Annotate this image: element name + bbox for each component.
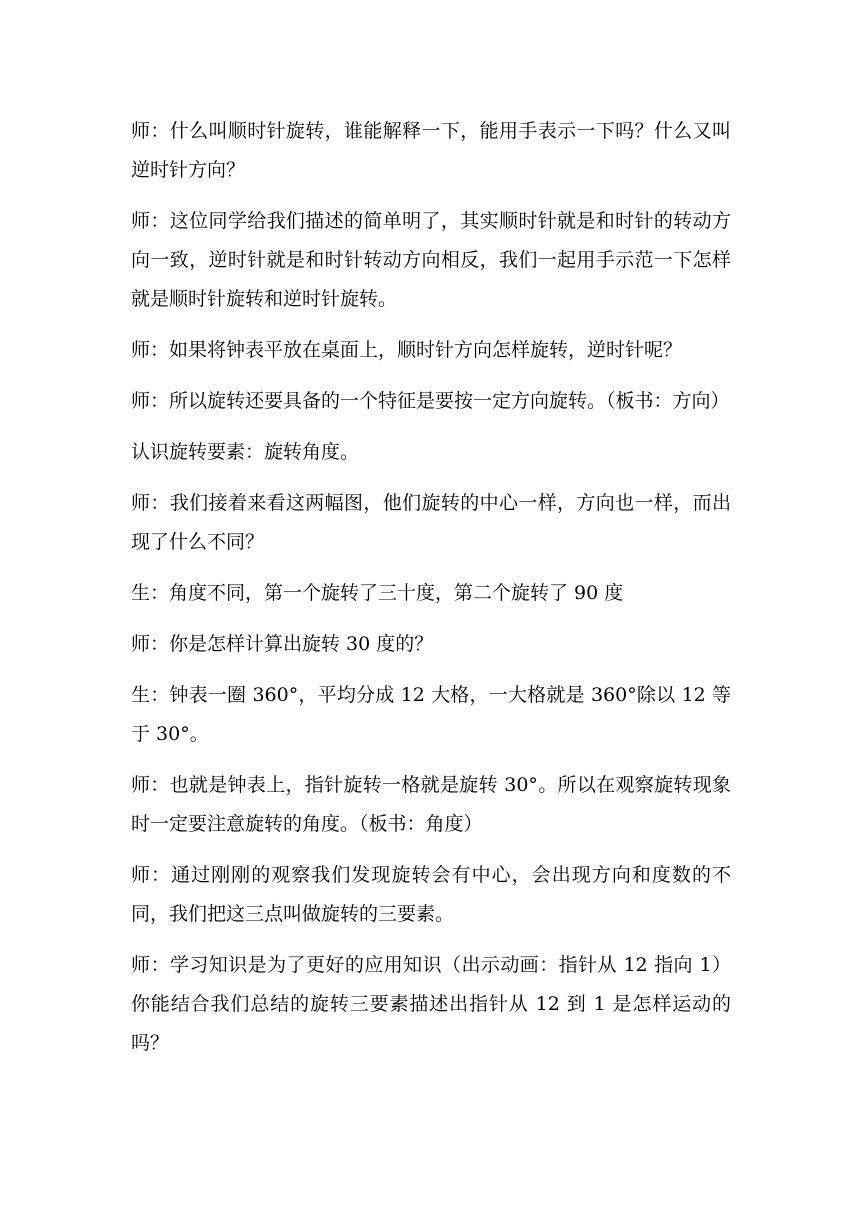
paragraph-teacher-how-calculate: 师：你是怎样计算出旋转 30 度的？ (131, 633, 434, 655)
paragraph-teacher-three-elements: 师：通过刚刚的观察我们发现旋转会有中心，会出现方向和度数的不同，我们把这三点叫做旋转的三要素。 (131, 864, 731, 925)
paragraph-teacher-apply-knowledge: 师：学习知识是为了更好的应用知识（出示动画：指针从 12 指向 1）你能结合我们总结的旋转三要素描述出指针从 12 到 1 是怎样运动的吗？ (131, 954, 731, 1054)
paragraph-section-rotation-angle: 认识旋转要素：旋转角度。 (131, 441, 360, 463)
paragraph-teacher-explain-clockwise: 师：这位同学给我们描述的简单明了，其实顺时针就是和时针的转动方向一致，逆时针就是和时针转动方向相反，我们一起用手示范一下怎样就是顺时针旋转和逆时针旋转。 (131, 210, 731, 310)
paragraph-teacher-direction-feature: 师：所以旋转还要具备的一个特征是要按一定方向旋转。（板书：方向） (131, 390, 730, 412)
document-page (131, 112, 731, 1075)
paragraph-teacher-two-figures: 师：我们接着来看这两幅图，他们旋转的中心一样，方向也一样，而出现了什么不同？ (131, 492, 731, 553)
paragraph-teacher-clock-on-table: 师：如果将钟表平放在桌面上，顺时针方向怎样旋转，逆时针呢？ (131, 339, 683, 361)
paragraph-student-360-divided: 生：钟表一圈 360°，平均分成 12 大格，一大格就是 360°除以 12 等于 30°。 (131, 684, 731, 745)
paragraph-teacher-30-degrees: 师：也就是钟表上，指针旋转一格就是旋转 30°。所以在观察旋转现象时一定要注意旋转的角度。（板书：角度） (131, 774, 731, 835)
paragraph-student-angle-different: 生：角度不同，第一个旋转了三十度，第二个旋转了 90 度 (131, 582, 624, 604)
paragraph-teacher-question-clockwise: 师：什么叫顺时针旋转，谁能解释一下，能用手表示一下吗？什么又叫逆时针方向？ (131, 120, 731, 181)
